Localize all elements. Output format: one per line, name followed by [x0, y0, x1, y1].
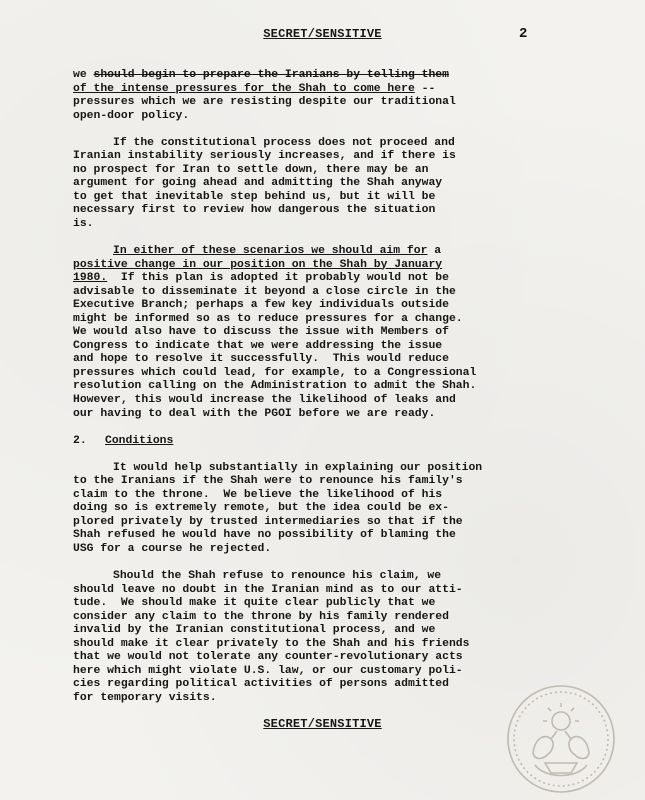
text-line: doing so is extremely remote, but the idea could be ex-: [73, 502, 449, 515]
text-line: However, this would increase the likelihood of leaks and: [73, 394, 456, 407]
text-line: necessary first to review how dangerous the situation: [73, 204, 436, 217]
text-line: invalid by the Iranian constitutional process, and we: [73, 624, 436, 637]
text-line: We would also have to discuss the issue with Members of: [73, 326, 449, 339]
header-classification: SECRET/SENSITIVE: [263, 27, 382, 41]
handwritten-underline: should begin to prepare the Iranians by telling them: [93, 69, 449, 81]
footer-classification: SECRET/SENSITIVE: [263, 717, 382, 731]
text-line: here which might violate U.S. law, or our customary poli-: [73, 664, 463, 677]
text-line: Shah refused he would have no possibility of blaming the: [73, 529, 456, 542]
document-body: [73, 69, 533, 719]
text-line: should leave no doubt in the Iranian mind as to our atti-: [73, 583, 463, 596]
text-line: to the Iranians if the Shah were to renounce his family's: [73, 475, 463, 488]
text-line: consider any claim to the throne by his family rendered: [73, 610, 449, 623]
text-line: pressures which we are resisting despite our traditional: [73, 96, 456, 109]
text-fragment: --: [414, 82, 436, 95]
text-line: resolution calling on the Administration to admit the Shah.: [73, 380, 477, 393]
text-fragment: a: [427, 245, 442, 258]
text-line: plored privately by trusted intermediaries so that if the: [73, 515, 463, 528]
paragraph-2: [73, 137, 533, 232]
text-fragment: we: [73, 69, 94, 81]
text-line: It would help substantially in explaining our position: [113, 461, 483, 474]
text-line: and hope to resolve it successfully. This would reduce: [73, 353, 449, 366]
section-title: Conditions: [105, 434, 174, 447]
text-line: claim to the throne. We believe the likelihood of his: [73, 488, 443, 501]
paragraph-5: [73, 570, 533, 705]
lion-and-sun-seal-icon: [505, 683, 617, 795]
paragraph-3: [73, 245, 533, 421]
handwritten-underline: 1980.: [73, 272, 108, 285]
text-line: Iranian instability seriously increases, and if there is: [73, 150, 456, 163]
text-line: cies regarding political activities of persons admitted: [73, 678, 449, 691]
page-header: [0, 27, 645, 41]
text-line: Executive Branch; perhaps a few key individuals outside: [73, 299, 449, 312]
text-line: our having to deal with the PGOI before we are ready.: [73, 407, 436, 420]
text-fragment: If this plan is adopted it probably would not be: [107, 272, 449, 285]
text-line: open-door policy.: [73, 109, 190, 122]
text-line: is.: [73, 217, 94, 230]
paragraph-1: [73, 69, 533, 123]
text-line: pressures which could lead, for example, to a Congressional: [73, 366, 477, 379]
handwritten-underline: positive change in our position on the Shah by January: [73, 258, 443, 271]
handwritten-underline: In either of these scenarios we should aim for: [113, 245, 428, 258]
text-line: no prospect for Iran to settle down, there may be an: [73, 163, 429, 176]
text-line: If the constitutional process does not proceed and: [113, 136, 455, 149]
text-line: Congress to indicate that we were addressing the issue: [73, 339, 443, 352]
text-line: that we would not tolerate any counter-revolutionary acts: [73, 651, 463, 664]
text-line: for temporary visits.: [73, 691, 217, 704]
section-number: 2.: [73, 434, 87, 447]
text-line: USG for a course he rejected.: [73, 542, 272, 555]
text-line: advisable to disseminate it beyond a close circle in the: [73, 285, 456, 298]
text-line: tude. We should make it quite clear publicly that we: [73, 597, 436, 610]
page-number: 2: [519, 26, 528, 42]
paragraph-4: [73, 462, 533, 557]
text-line: Should the Shah refuse to renounce his claim, we: [113, 570, 442, 582]
text-line: argument for going ahead and admitting the Shah anyway: [73, 177, 443, 190]
text-line: might be informed so as to reduce pressures for a change.: [73, 312, 463, 325]
text-line: should make it clear privately to the Shah and his friends: [73, 637, 470, 650]
text-line: to get that inevitable step behind us, but it will be: [73, 190, 436, 203]
section-heading: [73, 435, 533, 449]
handwritten-underline: of the intense pressures for the Shah to come here: [73, 82, 415, 95]
